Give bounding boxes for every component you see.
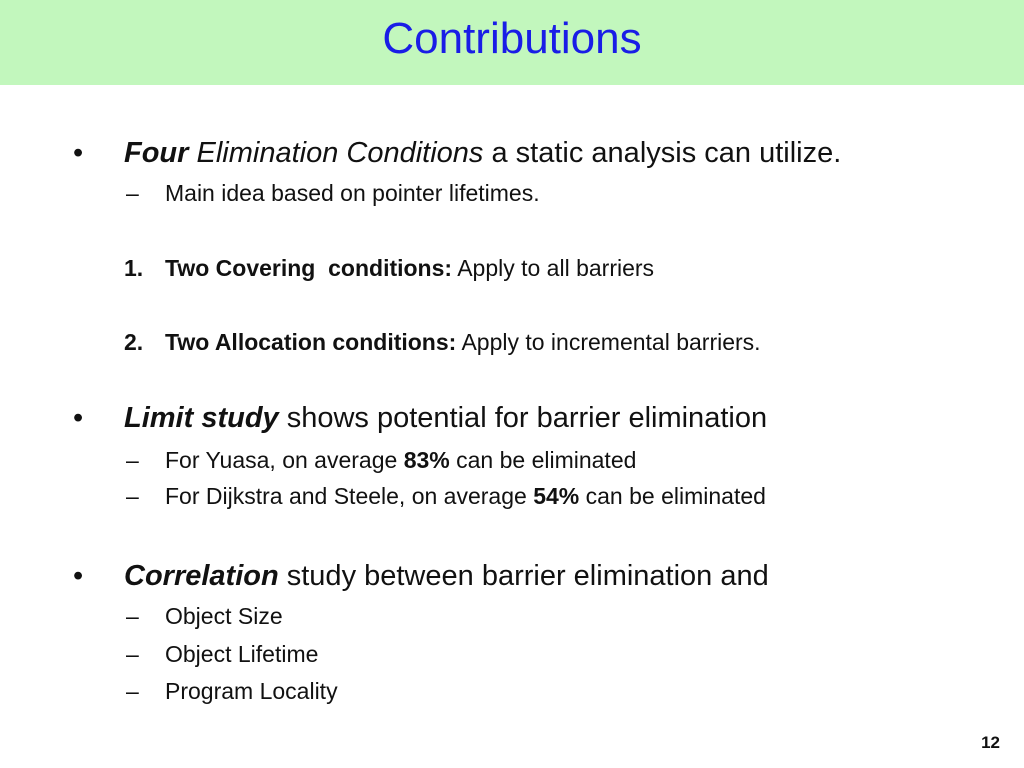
- bullet-text: study between barrier elimination and: [286, 560, 769, 592]
- bullet-italic: Elimination Conditions: [196, 137, 484, 169]
- sub-bullet-text: For Dijkstra and Steele, on average: [165, 483, 527, 509]
- slide-title: Contributions: [382, 14, 642, 63]
- bullet-correlation: [124, 559, 769, 593]
- sub-bullet-object-size: [165, 602, 283, 630]
- dash-marker: –: [126, 447, 139, 473]
- sub-bullet-text: Main idea based on pointer lifetimes.: [165, 180, 540, 206]
- number-marker-2: 2.: [124, 329, 144, 355]
- bullet-emphasis: Correlation: [124, 560, 279, 592]
- sub-bullet-text: can be eliminated: [456, 447, 637, 473]
- dash-marker: –: [126, 180, 139, 206]
- title-bar: [0, 0, 1024, 85]
- numbered-item-bold: Two Covering conditions:: [165, 255, 453, 281]
- dash-marker: –: [126, 678, 139, 704]
- sub-bullet-text: Program Locality: [165, 678, 338, 704]
- number-marker-1: 1.: [124, 255, 144, 281]
- numbered-item-bold: Two Allocation conditions:: [165, 329, 457, 355]
- sub-bullet-dijkstra-steele: [165, 482, 766, 510]
- sub-bullet-pointer-lifetimes: [165, 179, 540, 207]
- sub-bullet-text: can be eliminated: [585, 483, 766, 509]
- numbered-item-text: Apply to all barriers: [457, 255, 655, 281]
- bullet-marker: •: [73, 137, 84, 169]
- bullet-four-elimination-conditions: [124, 136, 841, 170]
- bullet-emphasis: Four: [124, 137, 189, 169]
- percentage-value: 83%: [403, 447, 450, 473]
- page-number: 12: [981, 733, 1000, 752]
- bullet-limit-study: [124, 401, 767, 435]
- bullet-marker: •: [73, 560, 84, 592]
- sub-bullet-object-lifetime: [165, 640, 318, 668]
- sub-bullet-text: Object Lifetime: [165, 641, 319, 667]
- numbered-item-text: Apply to incremental barriers.: [461, 329, 761, 355]
- bullet-text: shows potential for barrier elimination: [286, 402, 768, 434]
- sub-bullet-program-locality: [165, 677, 338, 705]
- bullet-text: a static analysis can utilize.: [491, 137, 842, 169]
- dash-marker: –: [126, 641, 139, 667]
- sub-bullet-yuasa: [165, 446, 636, 474]
- sub-bullet-text: Object Size: [165, 603, 283, 629]
- dash-marker: –: [126, 603, 139, 629]
- dash-marker: –: [126, 483, 139, 509]
- numbered-item-covering: [165, 254, 654, 282]
- bullet-marker: •: [73, 402, 84, 434]
- bullet-emphasis: Limit study: [124, 402, 279, 434]
- percentage-value: 54%: [533, 483, 580, 509]
- numbered-item-allocation: [165, 328, 761, 356]
- sub-bullet-text: For Yuasa, on average: [165, 447, 398, 473]
